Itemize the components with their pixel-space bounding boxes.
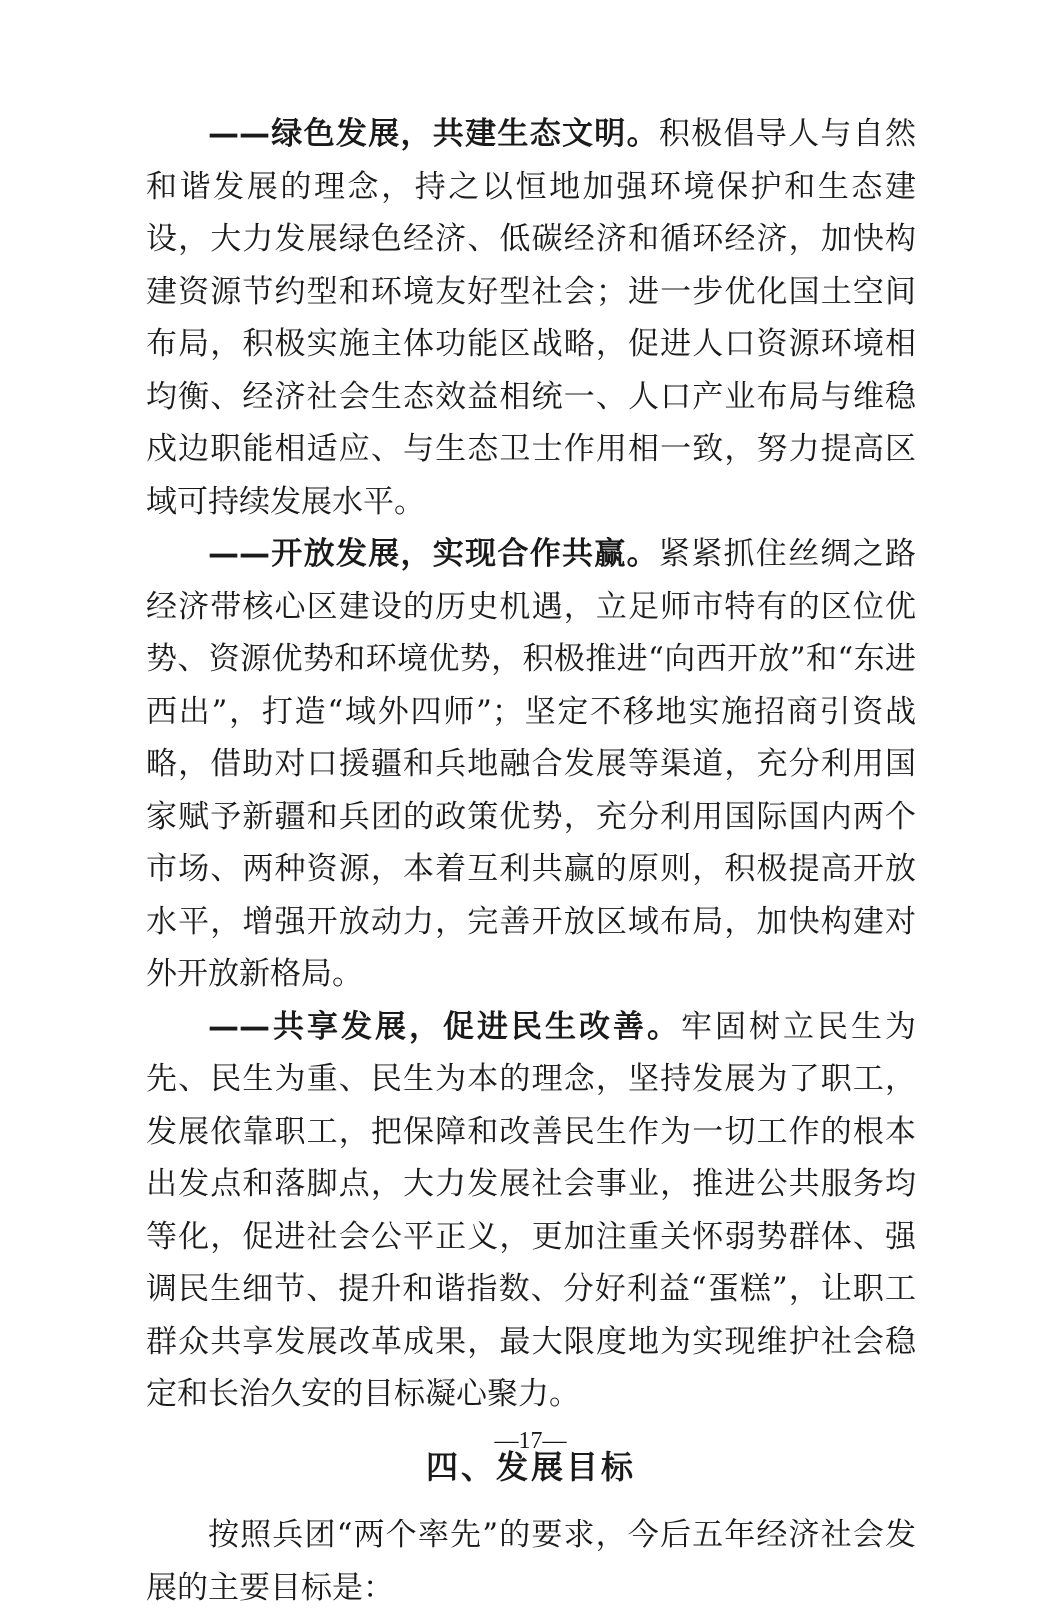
document-page [146, 108, 916, 1614]
closing-paragraph: 按照兵团“两个率先”的要求，今后五年经济社会发展的主要目标是： [146, 1517, 916, 1606]
green-development-body: 积极倡导人与自然和谐发展的理念，持之以恒地加强环境保护和生态建设，大力发展绿色经济、低碳经济和循环经济，加快构建资源节约型和环境友好型社会；进一步优化国土空间布局，积极实施主体功能区战略，促进人口资源环境相均衡、经济社会生态效益相统一、人口产业布局与维稳戍边职能相适应、与生态卫士作用相一致，努力提高区域可持续发展水平。 [146, 116, 917, 520]
open-development-paragraph [146, 528, 916, 1001]
section-heading: 四、发展目标 [425, 1447, 636, 1486]
green-development-lead: ——绿色发展，共建生态文明。 [208, 116, 659, 152]
green-development-paragraph [146, 108, 916, 528]
shared-development-paragraph [146, 1001, 916, 1421]
open-development-body: 紧紧抓住丝绸之路经济带核心区建设的历史机遇，立足师市特有的区位优势、资源优势和环境优势，积极推进“向西开放”和“东进西出”，打造“域外四师”；坚定不移地实施招商引资战略，借助对口援疆和兵地融合发展等渠道，充分利用国家赋予新疆和兵团的政策优势，充分利用国际国内两个市场、两种资源，本着互利共赢的原则，积极提高开放水平，增强开放动力，完善开放区域布局，加快构建对外开放新格局。 [146, 536, 917, 992]
page-number: —17— [494, 1428, 567, 1454]
shared-development-lead: ——共享发展，促进民生改善。 [208, 1008, 681, 1045]
open-development-lead: ——开放发展，实现合作共赢。 [208, 536, 659, 572]
shared-development-body: 牢固树立民生为先、民生为重、民生为本的理念，坚持发展为了职工，发展依靠职工，把保障和改善民生作为一切工作的根本出发点和落脚点，大力发展社会事业，推进公共服务均等化，促进社会公平正义，更加注重关怀弱势群体、强调民生细节、提升和谐指数、分好利益“蛋糕”，让职工群众共享发展改革成果，最大限度地为实现维护社会稳定和长治久安的目标凝心聚力。 [146, 1008, 916, 1412]
